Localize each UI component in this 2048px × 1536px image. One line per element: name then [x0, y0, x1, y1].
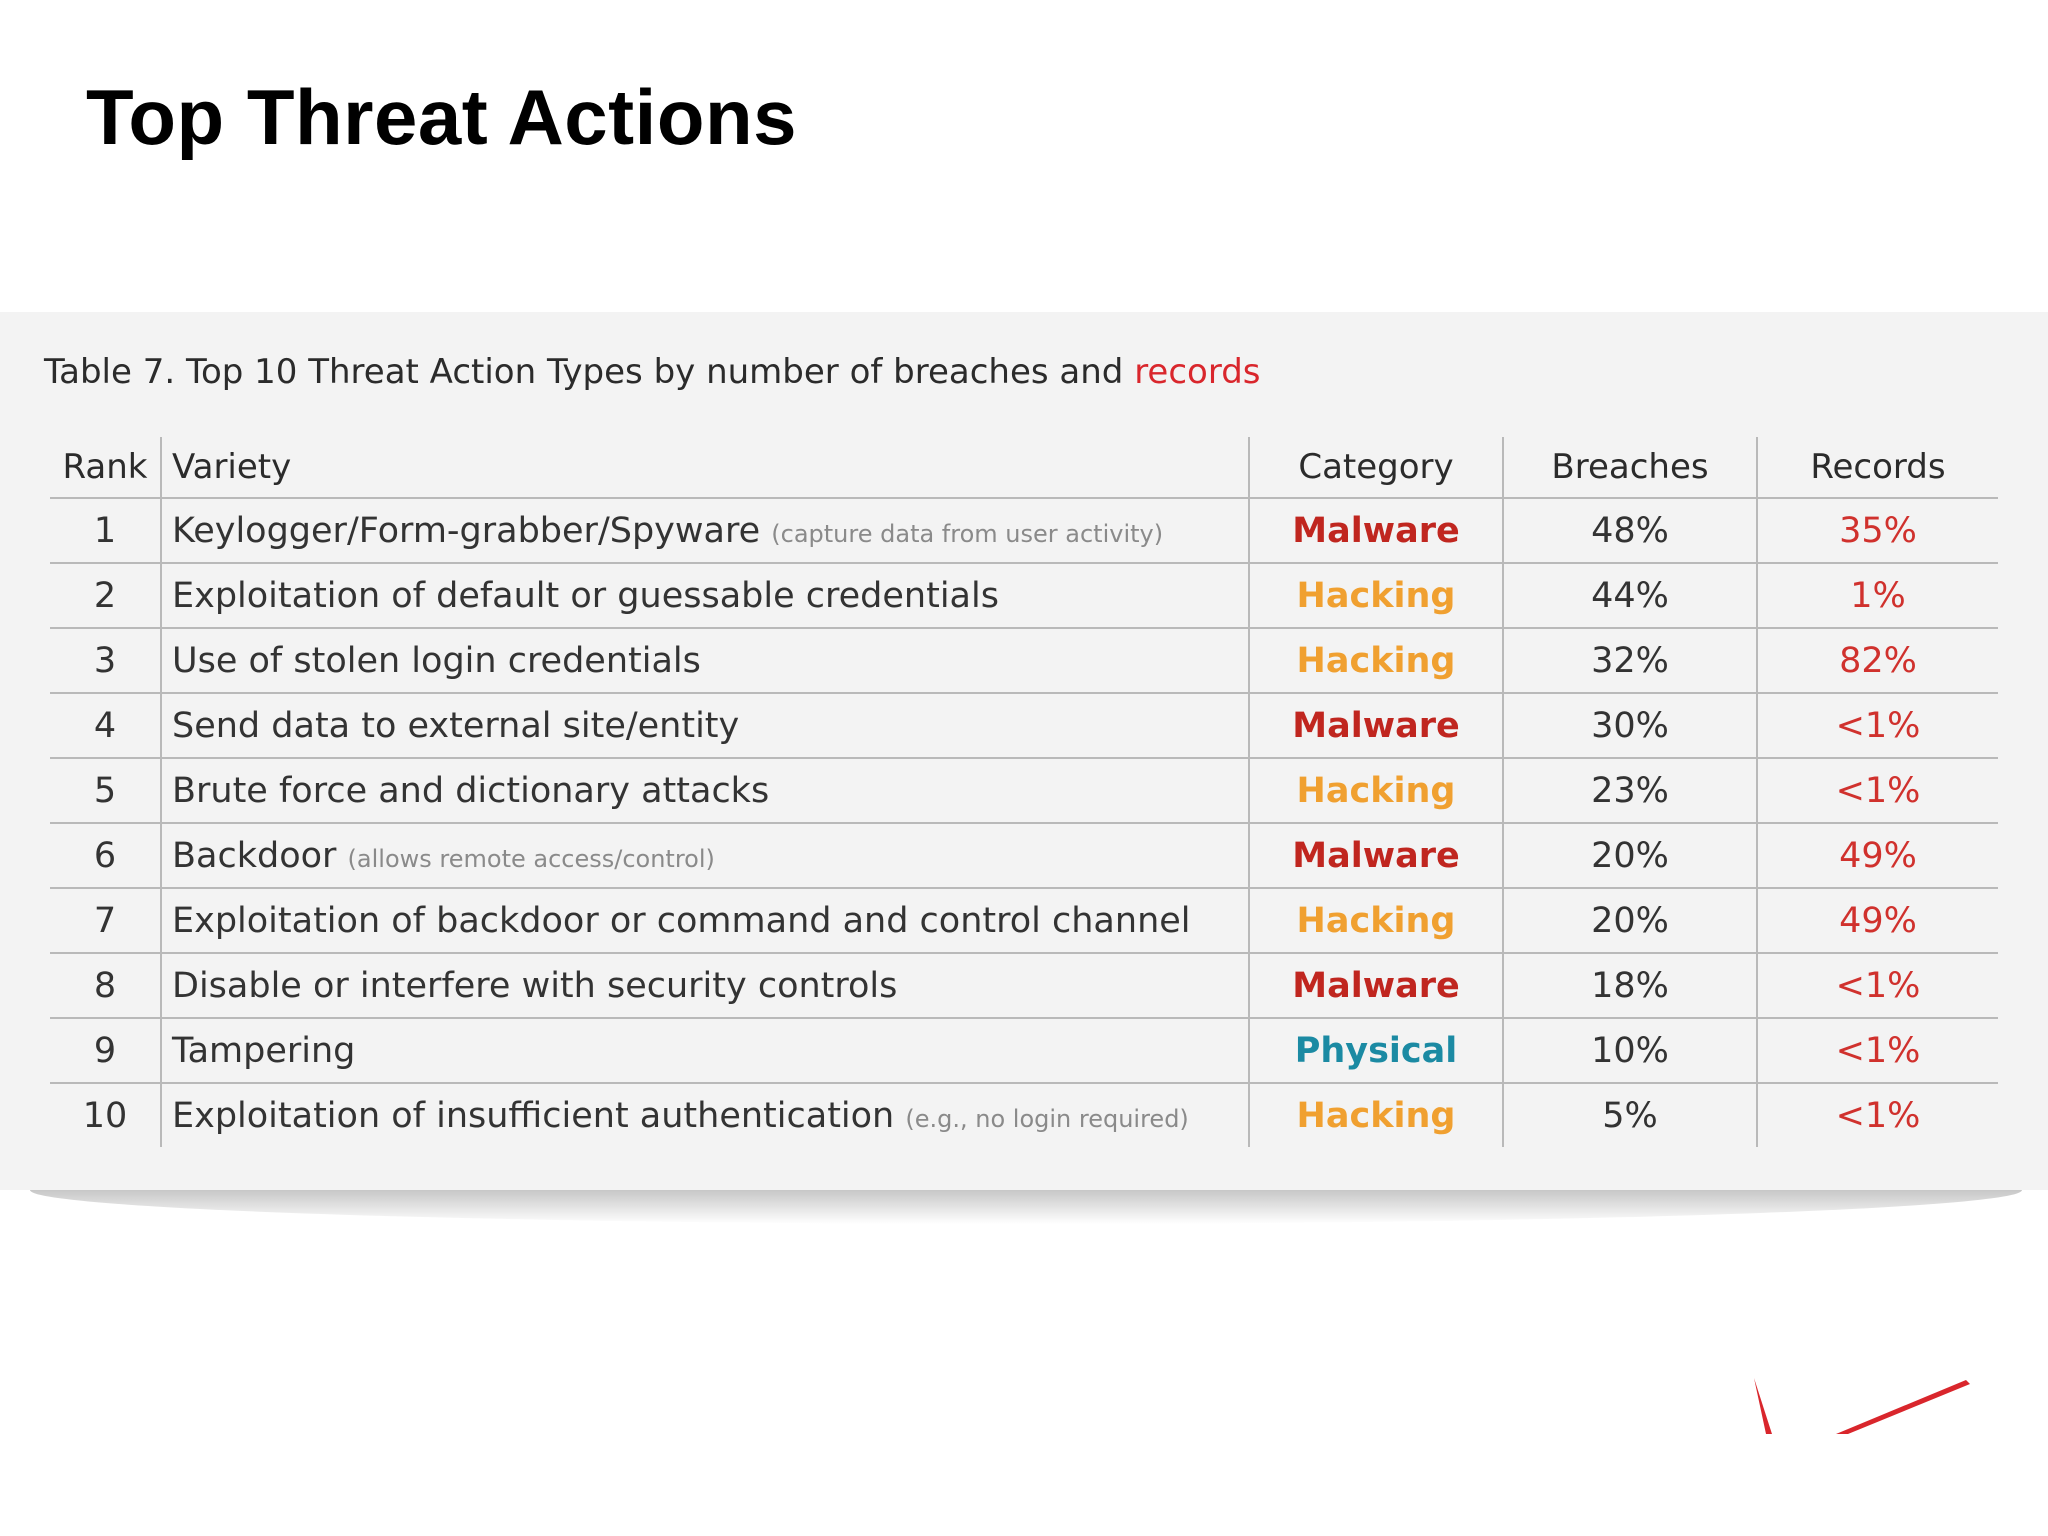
- panel-shadow: [30, 1190, 2022, 1224]
- cell-category: Hacking: [1249, 888, 1503, 953]
- cell-breaches: 20%: [1503, 823, 1757, 888]
- cell-breaches: 18%: [1503, 953, 1757, 1018]
- cell-variety: [161, 823, 1249, 888]
- cell-variety: [161, 628, 1249, 693]
- variety-label: Exploitation of default or guessable credentials: [172, 575, 999, 616]
- brand-check-mark-icon: [1750, 1376, 1970, 1436]
- table-row: [50, 628, 1998, 693]
- header-breaches: Breaches: [1503, 437, 1757, 498]
- table-row: [50, 758, 1998, 823]
- header-records: Records: [1757, 437, 1998, 498]
- variety-note: (allows remote access/control): [347, 844, 715, 873]
- cell-category: Physical: [1249, 1018, 1503, 1083]
- cell-breaches: 23%: [1503, 758, 1757, 823]
- variety-note: (e.g., no login required): [905, 1104, 1189, 1133]
- cell-category: Malware: [1249, 823, 1503, 888]
- cell-rank: 2: [50, 563, 161, 628]
- cell-variety: [161, 498, 1249, 563]
- table-caption: [44, 352, 1261, 392]
- cell-breaches: 32%: [1503, 628, 1757, 693]
- table-row: [50, 823, 1998, 888]
- variety-label: Exploitation of insufficient authentication: [172, 1095, 895, 1136]
- cell-rank: 3: [50, 628, 161, 693]
- variety-note: (capture data from user activity): [771, 519, 1164, 548]
- variety-label: Brute force and dictionary attacks: [172, 770, 770, 811]
- variety-label: Keylogger/Form-grabber/Spyware: [172, 510, 761, 551]
- cell-variety: [161, 1018, 1249, 1083]
- cell-rank: 5: [50, 758, 161, 823]
- variety-label: Tampering: [172, 1030, 356, 1071]
- cell-breaches: 48%: [1503, 498, 1757, 563]
- cell-records: 35%: [1757, 498, 1998, 563]
- header-rank: Rank: [50, 437, 161, 498]
- cell-records: <1%: [1757, 758, 1998, 823]
- table-figure: [0, 312, 2048, 1190]
- variety-label: Exploitation of backdoor or command and control channel: [172, 900, 1191, 941]
- table-caption-accent: records: [1134, 352, 1261, 392]
- cell-variety: [161, 1083, 1249, 1147]
- slide-title: Top Threat Actions: [86, 73, 797, 161]
- cell-category: Malware: [1249, 498, 1503, 563]
- cell-category: Hacking: [1249, 1083, 1503, 1147]
- table-row: [50, 888, 1998, 953]
- cell-breaches: 10%: [1503, 1018, 1757, 1083]
- cell-records: <1%: [1757, 953, 1998, 1018]
- table-row: [50, 1018, 1998, 1083]
- cell-variety: [161, 888, 1249, 953]
- cell-category: Hacking: [1249, 628, 1503, 693]
- cell-rank: 1: [50, 498, 161, 563]
- cell-breaches: 44%: [1503, 563, 1757, 628]
- cell-records: 49%: [1757, 888, 1998, 953]
- cell-records: 82%: [1757, 628, 1998, 693]
- table-body: [50, 498, 1998, 1147]
- cell-category: Malware: [1249, 953, 1503, 1018]
- cell-rank: 6: [50, 823, 161, 888]
- variety-label: Disable or interfere with security controls: [172, 965, 898, 1006]
- cell-rank: 10: [50, 1083, 161, 1147]
- cell-breaches: 5%: [1503, 1083, 1757, 1147]
- table-row: [50, 1083, 1998, 1147]
- cell-category: Hacking: [1249, 758, 1503, 823]
- table-row: [50, 498, 1998, 563]
- variety-label: Backdoor: [172, 835, 337, 876]
- cell-records: 49%: [1757, 823, 1998, 888]
- cell-rank: 4: [50, 693, 161, 758]
- cell-breaches: 30%: [1503, 693, 1757, 758]
- variety-label: Send data to external site/entity: [172, 705, 740, 746]
- header-category: Category: [1249, 437, 1503, 498]
- cell-variety: [161, 693, 1249, 758]
- table-row: [50, 563, 1998, 628]
- table-caption-text: Table 7. Top 10 Threat Action Types by number of breaches and: [44, 352, 1135, 392]
- table-row: [50, 953, 1998, 1018]
- threat-actions-table: [50, 437, 1998, 1147]
- table-row: [50, 693, 1998, 758]
- variety-label: Use of stolen login credentials: [172, 640, 701, 681]
- cell-records: <1%: [1757, 693, 1998, 758]
- cell-rank: 7: [50, 888, 161, 953]
- header-variety: Variety: [161, 437, 1249, 498]
- cell-variety: [161, 563, 1249, 628]
- cell-variety: [161, 953, 1249, 1018]
- cell-records: <1%: [1757, 1018, 1998, 1083]
- cell-category: Hacking: [1249, 563, 1503, 628]
- cell-rank: 8: [50, 953, 161, 1018]
- cell-records: 1%: [1757, 563, 1998, 628]
- cell-category: Malware: [1249, 693, 1503, 758]
- cell-variety: [161, 758, 1249, 823]
- cell-rank: 9: [50, 1018, 161, 1083]
- table-header-row: [50, 437, 1998, 498]
- cell-records: <1%: [1835, 1095, 1921, 1136]
- cell-breaches: 20%: [1503, 888, 1757, 953]
